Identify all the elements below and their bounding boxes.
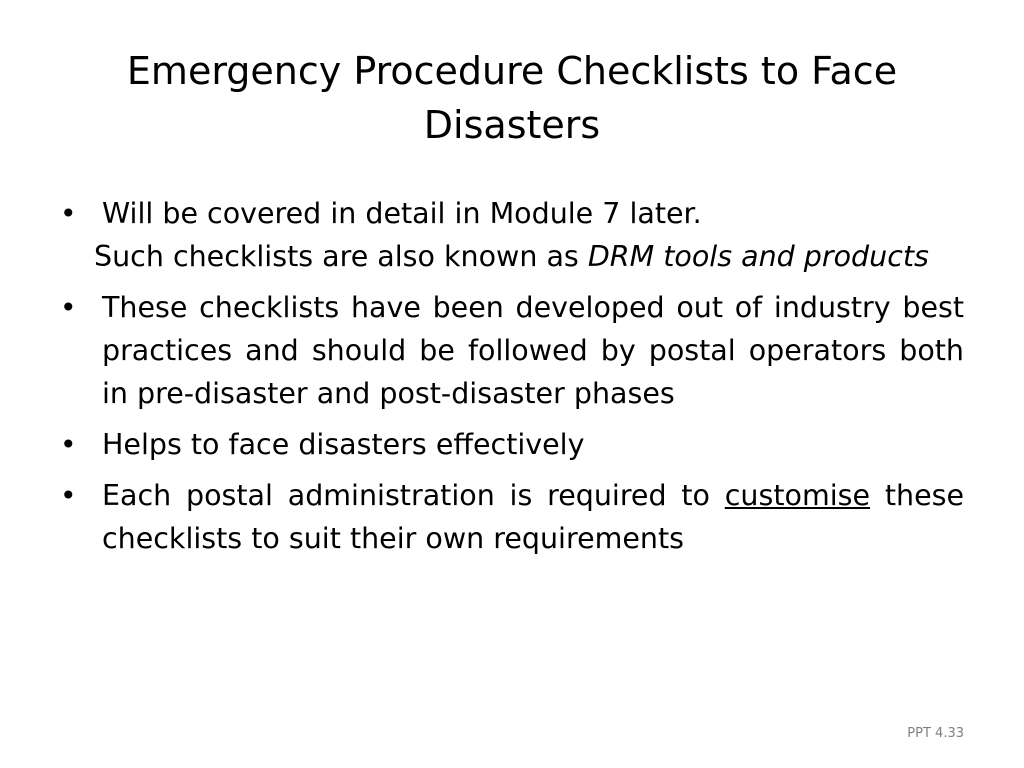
bullet-item-1 bbox=[60, 192, 964, 235]
bullet-item-3 bbox=[60, 423, 964, 466]
title-line-1: Emergency Procedure Checklists to Face bbox=[126, 49, 898, 93]
italic-term: DRM tools and products bbox=[587, 240, 929, 273]
bullet-icon: • bbox=[60, 479, 77, 512]
bullet-icon: • bbox=[60, 428, 77, 461]
bullet-text-3: Helps to face disasters effectively bbox=[102, 428, 585, 461]
bullet-text-2: These checklists have been developed out of industry best practices and should be followed by postal operators both in pre-disaster and post-disaster phases bbox=[102, 291, 964, 410]
bullet-icon: • bbox=[60, 197, 77, 230]
bullet-list bbox=[60, 192, 964, 560]
bullet-text-4-suffix: these checklists to suit their own requirements bbox=[102, 479, 964, 555]
slide-title bbox=[60, 44, 964, 152]
bullet-item-1-continuation bbox=[60, 235, 964, 278]
bullet-text-1: Will be covered in detail in Module 7 later. bbox=[102, 197, 702, 230]
slide-number: PPT 4.33 bbox=[907, 726, 964, 741]
title-line-2: Disasters bbox=[423, 103, 601, 147]
bullet-text-4-prefix: Each postal administration is required to bbox=[102, 479, 725, 512]
bullet-icon: • bbox=[60, 291, 77, 324]
underlined-term: customise bbox=[724, 479, 871, 512]
continuation-text: Such checklists are also known as bbox=[94, 240, 588, 273]
bullet-item-2 bbox=[60, 286, 964, 415]
bullet-item-4 bbox=[60, 474, 964, 560]
